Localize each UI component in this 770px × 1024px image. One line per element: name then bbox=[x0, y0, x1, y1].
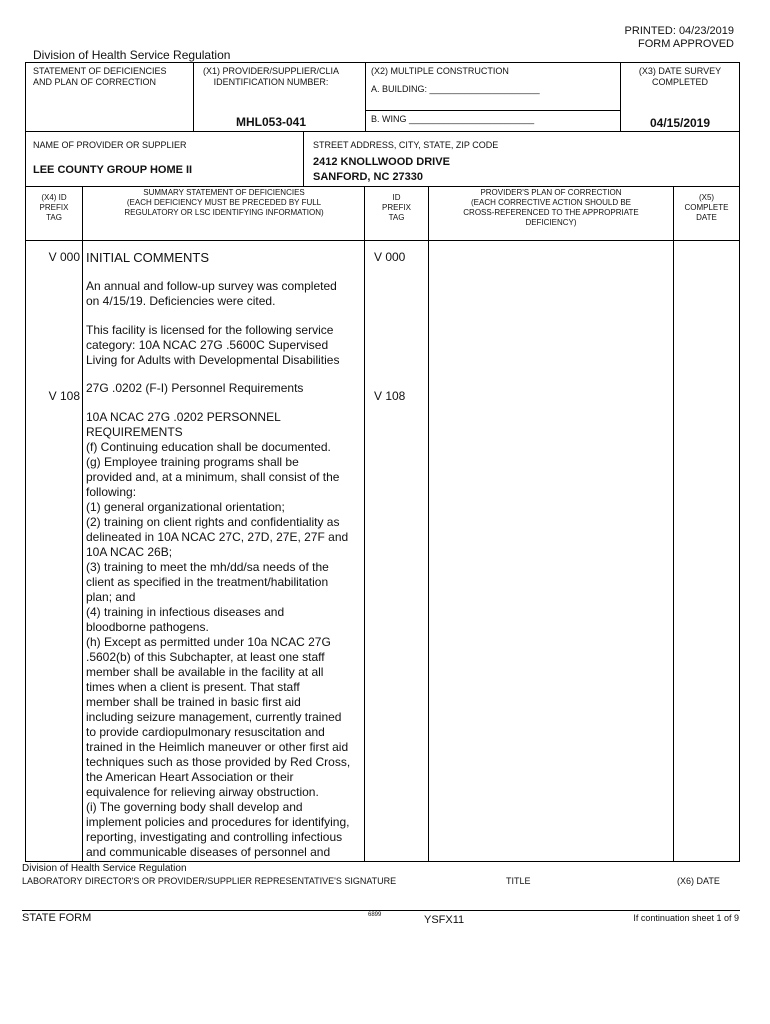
entry-title: INITIAL COMMENTS bbox=[86, 250, 210, 265]
divider bbox=[25, 240, 740, 241]
x1-label-line: (X1) PROVIDER/SUPPLIER/CLIA bbox=[202, 66, 340, 76]
summary-header bbox=[84, 188, 364, 218]
continuation-label: If continuation sheet 1 of 9 bbox=[633, 913, 739, 923]
plan-header-line: PROVIDER'S PLAN OF CORRECTION bbox=[480, 188, 622, 197]
x4-header-line: (X4) ID bbox=[41, 193, 67, 202]
state-form-label: STATE FORM bbox=[22, 912, 92, 924]
x5-header-line: (X5) bbox=[698, 193, 715, 202]
signature-label: LABORATORY DIRECTOR'S OR PROVIDER/SUPPLIER REPRESENTATIVE'S SIGNATURE bbox=[22, 876, 397, 886]
address bbox=[313, 155, 450, 185]
divider bbox=[364, 186, 365, 861]
x3-label bbox=[621, 66, 739, 88]
summary-header-line: SUMMARY STATEMENT OF DEFICIENCIES bbox=[143, 188, 305, 197]
plan-header-line: CROSS-REFERENCED TO THE APPROPRIATE bbox=[463, 208, 639, 217]
form-approved: FORM APPROVED bbox=[638, 38, 734, 50]
statement-label-line: AND PLAN OF CORRECTION bbox=[33, 77, 157, 87]
address-line: SANFORD, NC 27330 bbox=[313, 171, 424, 183]
title-label: TITLE bbox=[506, 876, 531, 886]
divider bbox=[303, 131, 304, 186]
x3-label-line: COMPLETED bbox=[651, 77, 708, 87]
printed-date: PRINTED: 04/23/2019 bbox=[624, 25, 734, 37]
form-code: YSFX11 bbox=[424, 914, 465, 926]
id-header bbox=[365, 193, 428, 223]
id-header-line: PREFIX bbox=[382, 203, 411, 212]
x1-label bbox=[196, 66, 346, 88]
x5-header bbox=[674, 193, 739, 223]
divider bbox=[193, 62, 194, 132]
x4-header bbox=[26, 193, 82, 223]
building-label: A. BUILDING: ______________________ bbox=[371, 84, 540, 94]
statement-label-line: STATEMENT OF DEFICIENCIES bbox=[33, 66, 167, 76]
divider bbox=[82, 186, 83, 861]
divider bbox=[673, 186, 674, 861]
provider-name-label: NAME OF PROVIDER OR SUPPLIER bbox=[33, 140, 187, 150]
deficiency-paragraph: 10A NCAC 27G .0202 PERSONNEL REQUIREMENTS (f) Continuing education shall be documented. (g) Employee training programs shall be provided and, at a minimum, shall consist of the following: (1) general organizational orientation; (2) training on client rights and confidentiality as delineated in 10A NCAC 27C, 27D, 27E, 27F and 10A NCAC 26B; (3) training to meet the mh/dd/sa needs of the client as specified in the treatment/habilitation plan; and (4) training in infectious diseases and bloodborne pathogens. (h) Except as permitted under 10a NCAC 27G .5602(b) of this Subchapter, at least one staff member shall be available in the facility at all times when a client is present. That staff member shall be trained in basic first aid including seizure management, currently trained to provide cardiopulmonary resuscitation and trained in the Heimlich maneuver or other first aid techniques such as those provided by Red Cross, the American Heart Association or their equivalence for relieving airway obstruction. (i) The governing body shall develop and implement policies and procedures for identifying, reporting, investigating and controlling infectious and communicable diseases of personnel and bbox=[86, 410, 351, 859]
footer-division: Division of Health Service Regulation bbox=[22, 863, 187, 874]
entry-title: 27G .0202 (F-I) Personnel Requirements bbox=[86, 381, 304, 395]
plan-header bbox=[429, 188, 673, 228]
divider bbox=[22, 910, 740, 911]
survey-date: 04/15/2019 bbox=[649, 116, 711, 130]
frame-right bbox=[739, 62, 740, 862]
address-line: 2412 KNOLLWOOD DRIVE bbox=[313, 156, 450, 168]
divider bbox=[365, 110, 620, 111]
id-header-line: ID bbox=[392, 193, 401, 202]
tag-v000: V 000 bbox=[48, 250, 80, 264]
provider-id: MHL053-041 bbox=[235, 115, 307, 129]
x1-label-line: IDENTIFICATION NUMBER: bbox=[213, 77, 329, 87]
frame-bottom bbox=[25, 861, 740, 862]
form-number: 6899 bbox=[368, 912, 382, 918]
summary-column bbox=[86, 250, 364, 860]
summary-header-line: (EACH DEFICIENCY MUST BE PRECEDED BY FULL bbox=[126, 198, 322, 207]
tag-v000-right: V 000 bbox=[374, 250, 406, 264]
tag-v108: V 108 bbox=[48, 389, 80, 403]
provider-name: LEE COUNTY GROUP HOME II bbox=[33, 164, 193, 176]
tag-v108-right: V 108 bbox=[374, 389, 406, 403]
summary-header-line: REGULATORY OR LSC IDENTIFYING INFORMATION) bbox=[124, 208, 324, 217]
x4-header-line: PREFIX bbox=[39, 203, 69, 212]
deficiency-paragraph: An annual and follow-up survey was completed on 4/15/19. Deficiencies were cited. bbox=[86, 279, 337, 308]
id-header-line: TAG bbox=[388, 213, 405, 222]
x3-label-line: (X3) DATE SURVEY bbox=[638, 66, 722, 76]
divider bbox=[428, 186, 429, 861]
x5-header-line: DATE bbox=[696, 213, 717, 222]
wing-label: B. WING _________________________ bbox=[371, 114, 535, 124]
divider bbox=[25, 131, 740, 132]
printed-header bbox=[625, 25, 734, 51]
plan-header-line: DEFICIENCY) bbox=[525, 218, 577, 227]
x4-header-line: TAG bbox=[46, 213, 62, 222]
x6-date-label: (X6) DATE bbox=[677, 876, 720, 886]
x5-header-line: COMPLETE bbox=[684, 203, 729, 212]
address-label: STREET ADDRESS, CITY, STATE, ZIP CODE bbox=[313, 140, 499, 150]
x2-label: (X2) MULTIPLE CONSTRUCTION bbox=[371, 66, 509, 76]
deficiency-paragraph: This facility is licensed for the following service category: 10A NCAC 27G .5600C Supervised Living for Adults with Developmental Disabilities bbox=[86, 323, 340, 367]
frame-top bbox=[25, 62, 740, 63]
frame-left bbox=[25, 62, 26, 862]
statement-label bbox=[33, 66, 167, 88]
plan-header-line: (EACH CORRECTIVE ACTION SHOULD BE bbox=[470, 198, 632, 207]
divider bbox=[25, 186, 740, 187]
division-title: Division of Health Service Regulation bbox=[33, 48, 231, 62]
divider bbox=[365, 62, 366, 132]
